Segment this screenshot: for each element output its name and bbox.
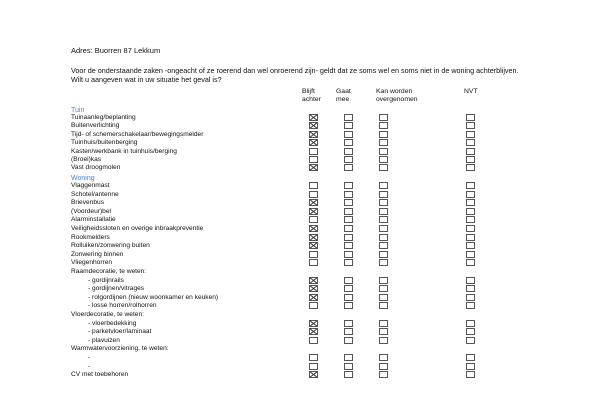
checkbox-gaat-mee[interactable] bbox=[344, 208, 353, 215]
checkbox-blijft-achter[interactable] bbox=[309, 277, 318, 284]
checklist-row bbox=[0, 328, 600, 336]
checklist-row bbox=[0, 294, 600, 302]
checklist-row bbox=[0, 259, 600, 267]
checklist-item-label: - parketvloer/laminaat bbox=[88, 328, 152, 336]
checkbox-kan-worden-overgenomen[interactable] bbox=[379, 156, 388, 163]
checkbox-blijft-achter[interactable] bbox=[309, 139, 318, 146]
checkbox-gaat-mee[interactable] bbox=[344, 259, 353, 266]
checkbox-nvt[interactable] bbox=[466, 363, 475, 370]
checklist-item-label: Tuinhuis/buitenberging bbox=[71, 139, 138, 147]
checklist-item-label: Vliegenhorren bbox=[71, 259, 113, 267]
checklist-row bbox=[0, 148, 600, 156]
checkbox-gaat-mee[interactable] bbox=[344, 294, 353, 301]
checkbox-gaat-mee[interactable] bbox=[344, 337, 353, 344]
checkbox-gaat-mee[interactable] bbox=[344, 122, 353, 129]
checkbox-nvt[interactable] bbox=[466, 302, 475, 309]
checkbox-kan-worden-overgenomen[interactable] bbox=[379, 122, 388, 129]
checklist-item-label: Buitenverlichting bbox=[71, 122, 120, 130]
checkbox-blijft-achter[interactable] bbox=[309, 328, 318, 335]
checklist-row bbox=[0, 208, 600, 216]
checkbox-kan-worden-overgenomen[interactable] bbox=[379, 328, 388, 335]
checkbox-nvt[interactable] bbox=[466, 354, 475, 361]
checklist-item-label: Warmwatervoorziening, te weten: bbox=[71, 345, 169, 353]
checkbox-kan-worden-overgenomen[interactable] bbox=[379, 225, 388, 232]
checkbox-kan-worden-overgenomen[interactable] bbox=[379, 114, 388, 121]
checkbox-blijft-achter[interactable] bbox=[309, 285, 318, 292]
checklist-item-label: - rolgordijnen (nieuw woonkamer en keuken) bbox=[88, 293, 219, 301]
checkbox-nvt[interactable] bbox=[466, 191, 475, 198]
checklist-item-label: Vloerdecoratie, te weten: bbox=[71, 311, 144, 318]
checklist-row bbox=[0, 114, 600, 122]
checklist-item-label: Brievenbus bbox=[71, 199, 104, 207]
checklist-item-label: (Broei)kas bbox=[71, 156, 102, 163]
checkbox-blijft-achter[interactable] bbox=[309, 208, 318, 215]
checkbox-gaat-mee[interactable] bbox=[344, 191, 353, 198]
checkbox-gaat-mee[interactable] bbox=[344, 363, 353, 370]
checklist-item-label: CV met toebehoren bbox=[71, 371, 129, 379]
checkbox-nvt[interactable] bbox=[466, 285, 475, 292]
checklist-row bbox=[0, 251, 600, 259]
checkbox-gaat-mee[interactable] bbox=[344, 216, 353, 223]
checklist-item-label: - gordijnen/vitrages bbox=[88, 285, 145, 293]
checklist-item-label: (Voordeur)bel bbox=[71, 207, 111, 215]
checkbox-nvt[interactable] bbox=[466, 199, 475, 206]
checkbox-nvt[interactable] bbox=[466, 208, 475, 215]
checkbox-kan-worden-overgenomen[interactable] bbox=[379, 302, 388, 309]
checkbox-gaat-mee[interactable] bbox=[344, 114, 353, 121]
checklist-row bbox=[0, 311, 600, 319]
checkbox-blijft-achter[interactable] bbox=[309, 191, 318, 198]
checkbox-gaat-mee[interactable] bbox=[344, 242, 353, 249]
checkbox-gaat-mee[interactable] bbox=[344, 354, 353, 361]
checkbox-kan-worden-overgenomen[interactable] bbox=[379, 139, 388, 146]
checklist-item-label: - gordijnrails bbox=[88, 276, 124, 284]
checklist-item-label: Alarminstallatie bbox=[71, 216, 116, 224]
checkbox-kan-worden-overgenomen[interactable] bbox=[379, 148, 388, 155]
checklist-row bbox=[0, 131, 600, 139]
col-header-nvt: NVT bbox=[464, 88, 478, 95]
checkbox-blijft-achter[interactable] bbox=[309, 156, 318, 163]
checklist-item-label: Raamdecoratie, te weten: bbox=[71, 268, 147, 275]
checklist-row bbox=[0, 302, 600, 310]
checkbox-kan-worden-overgenomen[interactable] bbox=[379, 199, 388, 206]
checkbox-blijft-achter[interactable] bbox=[309, 242, 318, 249]
checklist-item-label: Vlaggenmast bbox=[71, 182, 110, 189]
checklist-row bbox=[0, 354, 600, 362]
checkbox-gaat-mee[interactable] bbox=[344, 182, 353, 189]
checklist-row bbox=[0, 337, 600, 345]
checklist-row bbox=[0, 363, 600, 371]
checkbox-nvt[interactable] bbox=[466, 251, 475, 258]
checklist-row bbox=[0, 139, 600, 147]
checkbox-blijft-achter[interactable] bbox=[309, 294, 318, 301]
checklist-row bbox=[0, 277, 600, 285]
checkbox-nvt[interactable] bbox=[466, 182, 475, 189]
checkbox-nvt[interactable] bbox=[466, 114, 475, 121]
checkbox-nvt[interactable] bbox=[466, 337, 475, 344]
checkbox-blijft-achter[interactable] bbox=[309, 371, 318, 378]
checkbox-blijft-achter[interactable] bbox=[309, 225, 318, 232]
checkbox-blijft-achter[interactable] bbox=[309, 114, 318, 121]
checkbox-nvt[interactable] bbox=[466, 277, 475, 284]
address-line: Adres: Buorren 87 Lekkum bbox=[71, 46, 161, 55]
checklist-item-label: Schotel/antenne bbox=[71, 190, 119, 198]
checkbox-blijft-achter[interactable] bbox=[309, 302, 318, 309]
checklist-item-label: - losse horren/rolhorren bbox=[88, 302, 157, 310]
checkbox-kan-worden-overgenomen[interactable] bbox=[379, 371, 388, 378]
checkbox-blijft-achter[interactable] bbox=[309, 164, 318, 171]
checkbox-kan-worden-overgenomen[interactable] bbox=[379, 285, 388, 292]
checkbox-blijft-achter[interactable] bbox=[309, 199, 318, 206]
checklist-item-label: Rookmelders bbox=[71, 233, 110, 241]
checkbox-gaat-mee[interactable] bbox=[344, 164, 353, 171]
checklist-row bbox=[0, 268, 600, 276]
checkbox-blijft-achter[interactable] bbox=[309, 131, 318, 138]
checkbox-nvt[interactable] bbox=[466, 139, 475, 146]
checkbox-nvt[interactable] bbox=[466, 371, 475, 378]
checkbox-kan-worden-overgenomen[interactable] bbox=[379, 182, 388, 189]
checkbox-kan-worden-overgenomen[interactable] bbox=[379, 294, 388, 301]
checkbox-nvt[interactable] bbox=[466, 164, 475, 171]
checkbox-kan-worden-overgenomen[interactable] bbox=[379, 131, 388, 138]
checklist-row bbox=[0, 182, 600, 190]
col-header-blijft-achter: Blijft achter bbox=[302, 88, 321, 103]
checkbox-gaat-mee[interactable] bbox=[344, 131, 353, 138]
intro-paragraph: Voor de onderstaande zaken -ongeacht of ze roerend dan wel onroerend zijn- geldt dat ze soms wel en soms niet in de woning achterblijven. Wilt u aangeven wat in uw situatie het geval is? bbox=[71, 66, 519, 84]
checkbox-kan-worden-overgenomen[interactable] bbox=[379, 164, 388, 171]
checkbox-kan-worden-overgenomen[interactable] bbox=[379, 208, 388, 215]
section-title-woning: Woning bbox=[71, 175, 95, 182]
checklist-row bbox=[0, 345, 600, 353]
checkbox-blijft-achter[interactable] bbox=[309, 354, 318, 361]
checkbox-nvt[interactable] bbox=[466, 216, 475, 223]
checkbox-blijft-achter[interactable] bbox=[309, 234, 318, 241]
checkbox-kan-worden-overgenomen[interactable] bbox=[379, 277, 388, 284]
checklist-item-label: - bbox=[88, 354, 91, 361]
checkbox-blijft-achter[interactable] bbox=[309, 337, 318, 344]
checklist-row bbox=[0, 216, 600, 224]
checklist-row bbox=[0, 199, 600, 207]
checkbox-kan-worden-overgenomen[interactable] bbox=[379, 216, 388, 223]
checkbox-gaat-mee[interactable] bbox=[344, 139, 353, 146]
checkbox-gaat-mee[interactable] bbox=[344, 234, 353, 241]
checkbox-gaat-mee[interactable] bbox=[344, 199, 353, 206]
checklist-item-label: Kasten/werkbank in tuinhuis/berging bbox=[71, 147, 177, 155]
checklist-row bbox=[0, 371, 600, 379]
checklist-item-label: Tuinaanleg/beplanting bbox=[71, 114, 136, 121]
checklist-row bbox=[0, 122, 600, 130]
checkbox-kan-worden-overgenomen[interactable] bbox=[379, 251, 388, 258]
checkbox-nvt[interactable] bbox=[466, 294, 475, 301]
checklist-item-label: Rolluiken/zonwering buiten bbox=[71, 242, 150, 250]
checklist-item-label: - plavuizen bbox=[88, 336, 120, 344]
checkbox-blijft-achter[interactable] bbox=[309, 216, 318, 223]
checkbox-blijft-achter[interactable] bbox=[309, 122, 318, 129]
checkbox-nvt[interactable] bbox=[466, 225, 475, 232]
checkbox-kan-worden-overgenomen[interactable] bbox=[379, 259, 388, 266]
checklist-item-label: - vloerbedekking bbox=[88, 319, 137, 327]
checkbox-kan-worden-overgenomen[interactable] bbox=[379, 242, 388, 249]
checkbox-blijft-achter[interactable] bbox=[309, 363, 318, 370]
checkbox-gaat-mee[interactable] bbox=[344, 156, 353, 163]
checkbox-nvt[interactable] bbox=[466, 234, 475, 241]
checkbox-kan-worden-overgenomen[interactable] bbox=[379, 320, 388, 327]
checklist-row bbox=[0, 285, 600, 293]
checkbox-gaat-mee[interactable] bbox=[344, 285, 353, 292]
checklist-row bbox=[0, 164, 600, 172]
checkbox-kan-worden-overgenomen[interactable] bbox=[379, 191, 388, 198]
checkbox-blijft-achter[interactable] bbox=[309, 148, 318, 155]
checklist-row bbox=[0, 156, 600, 164]
checkbox-nvt[interactable] bbox=[466, 122, 475, 129]
checkbox-gaat-mee[interactable] bbox=[344, 302, 353, 309]
checklist-row bbox=[0, 191, 600, 199]
checkbox-blijft-achter[interactable] bbox=[309, 251, 318, 258]
checklist-item-label: Tijd- of schemerschakelaar/bewegingsmelder bbox=[71, 130, 204, 138]
checkbox-nvt[interactable] bbox=[466, 328, 475, 335]
checklist-item-label: - bbox=[88, 362, 91, 370]
col-header-kan-worden-overgenomen: Kan worden overgenomen bbox=[376, 88, 418, 103]
checklist-row bbox=[0, 320, 600, 328]
checklist-row bbox=[0, 234, 600, 242]
checklist-row bbox=[0, 242, 600, 250]
checkbox-kan-worden-overgenomen[interactable] bbox=[379, 354, 388, 361]
checkbox-nvt[interactable] bbox=[466, 242, 475, 249]
checkbox-gaat-mee[interactable] bbox=[344, 251, 353, 258]
checkbox-gaat-mee[interactable] bbox=[344, 328, 353, 335]
checkbox-gaat-mee[interactable] bbox=[344, 320, 353, 327]
checkbox-gaat-mee[interactable] bbox=[344, 277, 353, 284]
checkbox-nvt[interactable] bbox=[466, 148, 475, 155]
checkbox-blijft-achter[interactable] bbox=[309, 182, 318, 189]
checkbox-nvt[interactable] bbox=[466, 156, 475, 163]
checkbox-kan-worden-overgenomen[interactable] bbox=[379, 363, 388, 370]
col-header-gaat-mee: Gaat mee bbox=[336, 88, 351, 103]
section-title-tuin: Tuin bbox=[71, 107, 85, 114]
checkbox-nvt[interactable] bbox=[466, 259, 475, 266]
checklist-item-label: Zonwering binnen bbox=[71, 250, 124, 258]
checkbox-gaat-mee[interactable] bbox=[344, 225, 353, 232]
checkbox-nvt[interactable] bbox=[466, 131, 475, 138]
checklist-item-label: Veiligheidssloten en overige inbraakpreventie bbox=[71, 225, 204, 232]
checkbox-kan-worden-overgenomen[interactable] bbox=[379, 234, 388, 241]
checklist-row bbox=[0, 225, 600, 233]
checkbox-nvt[interactable] bbox=[466, 320, 475, 327]
checkbox-gaat-mee[interactable] bbox=[344, 148, 353, 155]
checkbox-kan-worden-overgenomen[interactable] bbox=[379, 337, 388, 344]
checkbox-gaat-mee[interactable] bbox=[344, 371, 353, 378]
checkbox-blijft-achter[interactable] bbox=[309, 259, 318, 266]
checklist-item-label: Vast droogmolen bbox=[71, 164, 121, 172]
checkbox-blijft-achter[interactable] bbox=[309, 320, 318, 327]
